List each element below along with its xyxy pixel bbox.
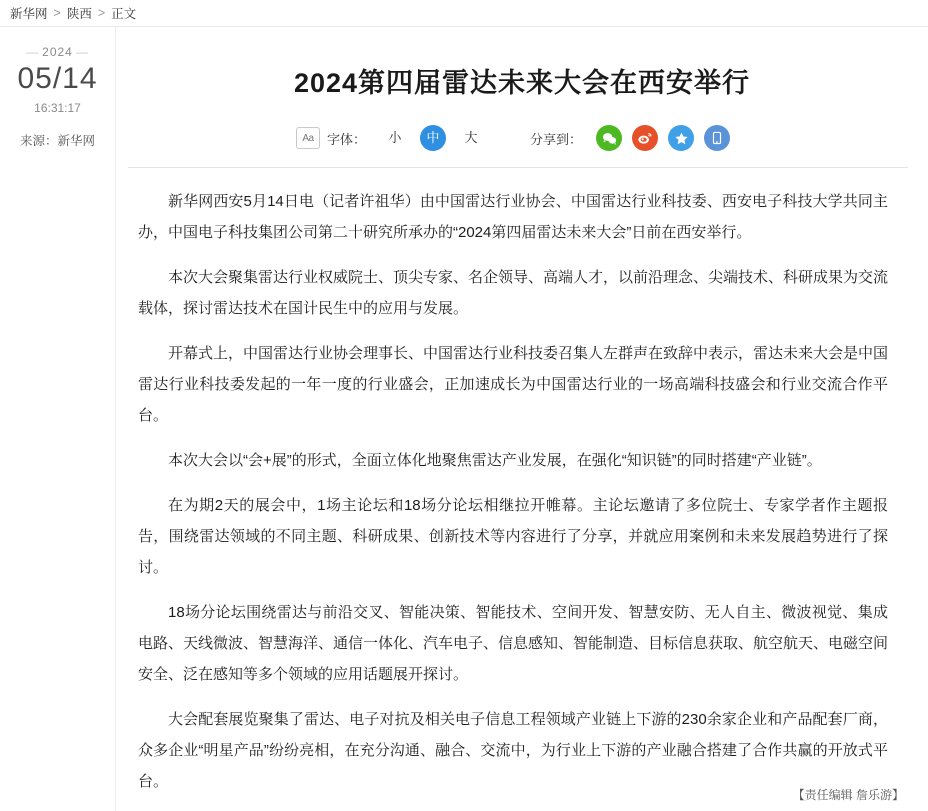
article-editor: 【责任编辑 詹乐游】 <box>792 788 904 802</box>
article-paragraph: 18场分论坛围绕雷达与前沿交叉、智能决策、智能技术、空间开发、智慧安防、无人自主、微波视觉、集成电路、天线微波、智慧海洋、通信一体化、汽车电子、信息感知、智能制造、目标信息获取、航空航天、电磁空间安全、泛在感知等多个领域的应用话题展开探讨。 <box>138 604 889 683</box>
article-source <box>0 131 115 149</box>
breadcrumb-separator-1: > <box>97 6 106 20</box>
year-dash-left: — <box>26 45 40 59</box>
qzone-icon[interactable] <box>668 125 694 151</box>
font-size-icon: Aa <box>296 127 320 149</box>
article-paragraph: 在为期2天的展会中，1场主论坛和18场分论坛相继拉开帷幕。主论坛邀请了多位院士、专家学者作主题报告，围绕雷达领域的不同主题、科研成果、创新技术等内容进行了分享，并就应用案例和未来发展趋势进行了探讨。 <box>138 497 888 576</box>
year-value: 2024 <box>42 45 73 59</box>
source-name: 新华网 <box>57 134 96 148</box>
font-size-large-button[interactable]: 大 <box>464 130 478 145</box>
font-size-small-button[interactable]: 小 <box>388 130 402 145</box>
article-paragraph: 大会配套展览聚集了雷达、电子对抗及相关电子信息工程领域产业链上下游的230余家企业和产品配套厂商，众多企业“明星产品”纷纷亮相，在充分沟通、融合、交流中，为行业上下游的产业融合搭建了合作共赢的开放式平台。 <box>138 711 888 790</box>
font-size-label: 字体： <box>326 131 366 147</box>
article-toolbar <box>128 125 908 168</box>
breadcrumb-item-1[interactable]: 陕西 <box>66 7 92 21</box>
article-meta-column <box>0 27 116 811</box>
article-paragraph: 开幕式上，中国雷达行业协会理事长、中国雷达行业科技委召集人左群声在致辞中表示，雷达未来大会是中国雷达行业科技委发起的一年一度的行业盛会，正加速成长为中国雷达行业的一场高端科技盛会和行业交流合作平台。 <box>138 345 889 424</box>
share-label: 分享到： <box>530 131 583 147</box>
article-column <box>116 27 928 811</box>
font-size-medium-button[interactable]: 中 <box>420 125 446 151</box>
article-year <box>0 45 115 59</box>
mobile-icon[interactable] <box>704 125 730 151</box>
breadcrumb-separator-0: > <box>53 6 61 20</box>
source-label: 来源： <box>19 134 58 148</box>
article-paragraph: 本次大会以“会+展”的形式，全面立体化地聚焦雷达产业发展，在强化“知识链”的同时搭建“产业链”。 <box>168 452 822 469</box>
article-paragraph: 本次大会聚集雷达行业权威院士、顶尖专家、名企领导、高端人才，以前沿理念、尖端技术、科研成果为交流载体，探讨雷达技术在国计民生中的应用与发展。 <box>138 269 889 317</box>
breadcrumb <box>0 0 928 27</box>
breadcrumb-item-0[interactable]: 新华网 <box>10 7 48 21</box>
article-paragraph: 新华网西安5月14日电（记者许祖华）由中国雷达行业协会、中国雷达行业科技委、西安电子科技大学共同主办，中国电子科技集团公司第二十研究所承办的“2024第四届雷达未来大会”日前在西安举行。 <box>138 193 888 241</box>
page-title: 2024第四届雷达未来大会在西安举行 <box>293 68 751 98</box>
article-time: 16:31:17 <box>34 101 81 115</box>
weibo-icon[interactable] <box>632 125 658 151</box>
article-date: 05/14 <box>17 62 98 95</box>
breadcrumb-item-2: 正文 <box>111 7 137 21</box>
year-dash-right: — <box>75 45 89 59</box>
content-wrapper <box>0 27 928 811</box>
wechat-icon[interactable] <box>596 125 622 151</box>
article-body <box>116 168 928 797</box>
